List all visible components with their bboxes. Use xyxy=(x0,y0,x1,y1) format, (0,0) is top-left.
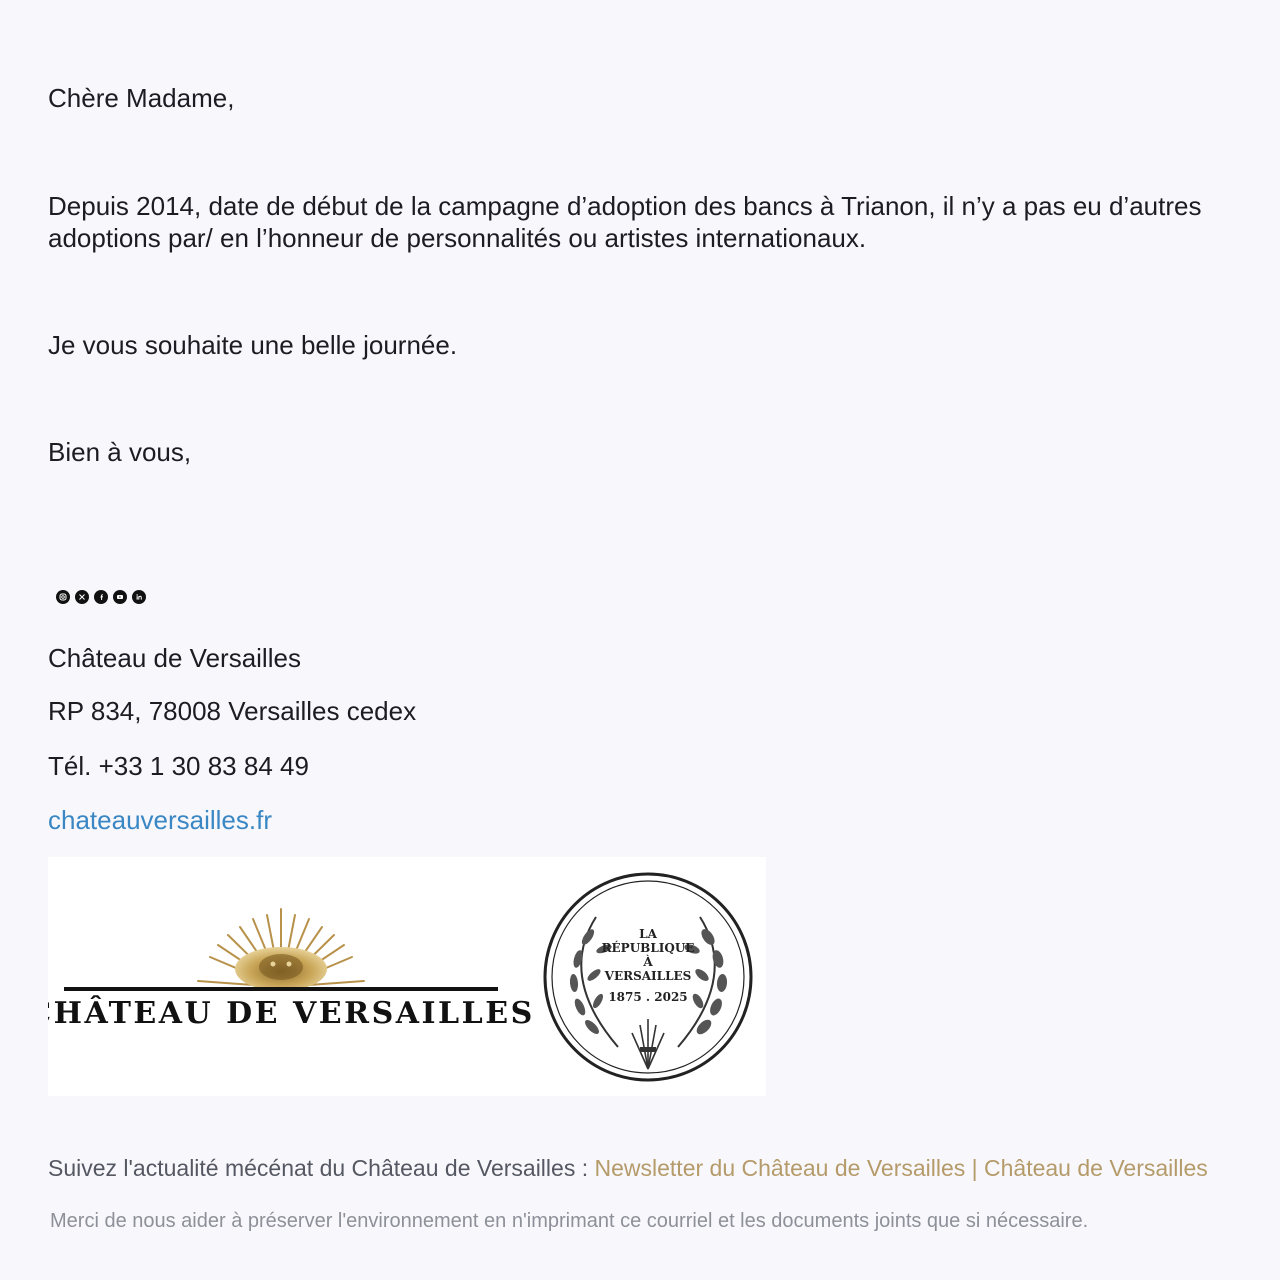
logo-banner xyxy=(48,857,766,1096)
instagram-icon[interactable] xyxy=(56,590,70,604)
wish-line: Je vous souhaite une belle journée. xyxy=(48,330,458,360)
linkedin-icon[interactable] xyxy=(132,590,146,604)
republique-seal-icon xyxy=(545,874,751,1080)
seal-line-3: À xyxy=(643,955,653,969)
website-link[interactable]: chateauversailles.fr xyxy=(48,805,272,835)
sun-emblem-icon xyxy=(198,909,364,991)
body-paragraph: Depuis 2014, date de début de la campagne d’adoption des bancs à Trianon, il n’y a pas eu d’autres adoptions par/ en l’honneur de personnalités ou artistes internationaux. xyxy=(48,191,1202,253)
signature-logos xyxy=(48,857,766,1096)
org-name: Château de Versailles xyxy=(48,643,301,673)
newsletter-link[interactable]: Newsletter du Château de Versailles | Château de Versailles xyxy=(594,1155,1208,1181)
seal-line-2: RÉPUBLIQUE xyxy=(601,941,695,955)
phone: Tél. +33 1 30 83 84 49 xyxy=(48,751,309,781)
seal-line-4: VERSAILLES xyxy=(604,969,692,983)
follow-line xyxy=(48,1153,1208,1183)
address: RP 834, 78008 Versailles cedex xyxy=(48,696,417,726)
greeting: Chère Madame, xyxy=(48,83,235,113)
closing-line: Bien à vous, xyxy=(48,437,192,467)
eco-note: Merci de nous aider à préserver l'environnement en n'imprimant ce courriel et les documents joints que si nécessaire. xyxy=(50,1210,1089,1232)
logo-text: CHÂTEAU DE VERSAILLES xyxy=(48,996,535,1031)
social-icons xyxy=(56,590,146,606)
twitter-icon[interactable] xyxy=(75,590,89,604)
follow-prefix: Suivez l'actualité mécénat du Château de Versailles : xyxy=(48,1155,595,1181)
seal-line-1: LA xyxy=(639,927,657,941)
youtube-icon[interactable] xyxy=(113,590,127,604)
facebook-icon[interactable] xyxy=(94,590,108,604)
seal-line-5: 1875 . 2025 xyxy=(608,990,688,1004)
